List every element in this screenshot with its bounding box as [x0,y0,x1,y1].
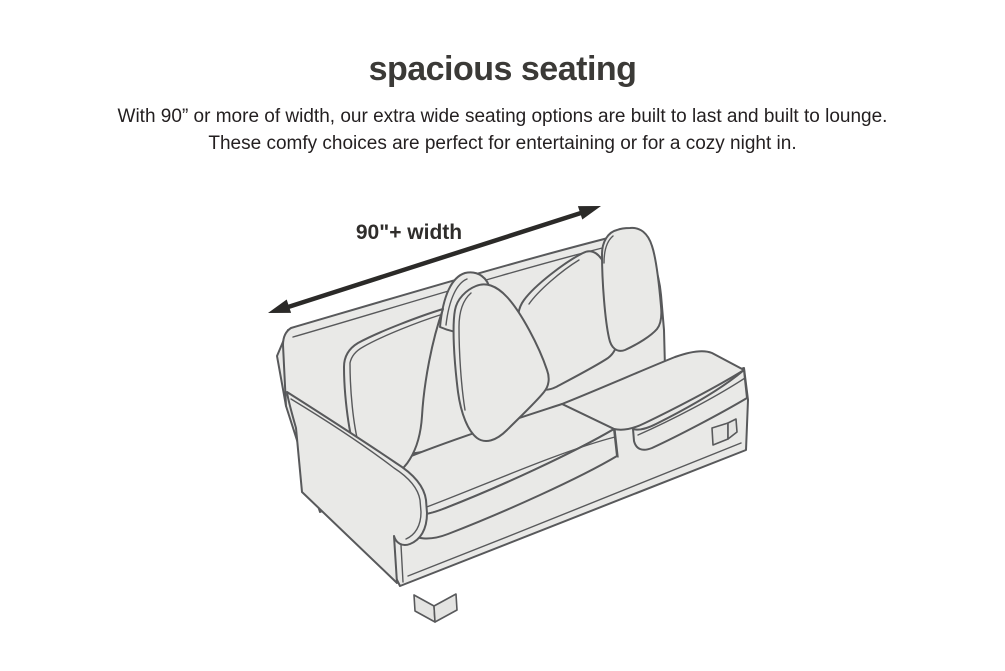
description-line-1: With 90” or more of width, our extra wide seating options are built to last and built to lounge. [117,106,888,127]
description-line-2: These comfy choices are perfect for entertaining or for a cozy night in. [208,133,797,154]
dimension-label: 90"+ width [355,221,463,244]
dimension-arrow-head-right [578,206,601,220]
back-pillow-right [602,228,661,351]
page-title: spacious seating [368,50,637,88]
front-leg [414,595,435,622]
dimension-arrow-head-left [268,300,291,314]
front-leg-side [434,594,457,622]
